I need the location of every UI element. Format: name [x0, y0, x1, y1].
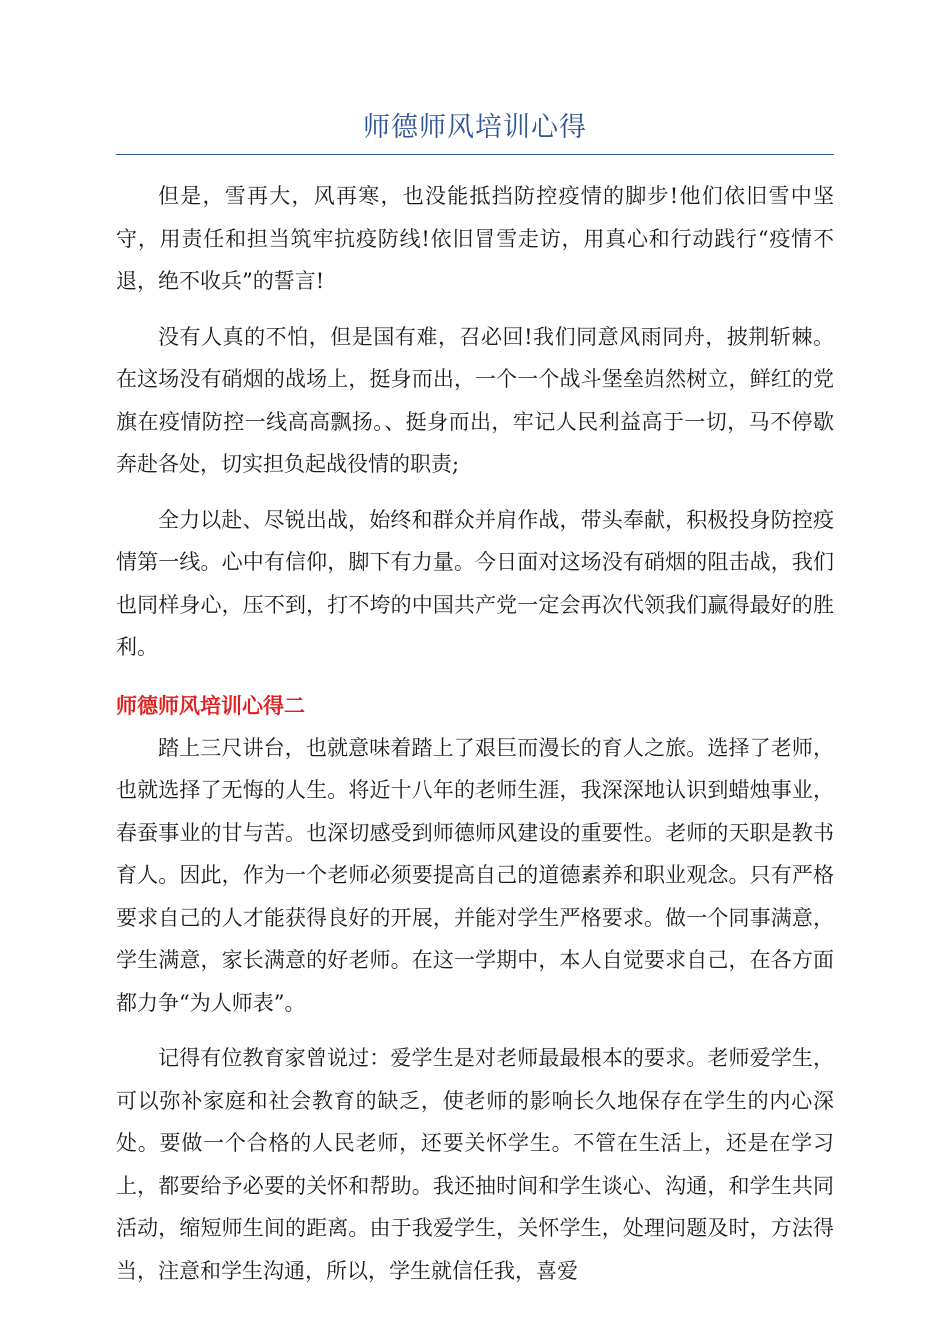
paragraph: 没有人真的不怕，但是国有难，召必回!我们同意风雨同舟，披荆斩棘。在这场没有硝烟的战场上，挺身而出，一个一个战斗堡垒岿然树立，鲜红的党旗在疫情防控一线高高飘扬。、挺身而出，牢记人民利益高于一切，马不停歇奔赴各处，切实担负起战役情的职责; [116, 324, 834, 476]
paragraph: 全力以赴、尽锐出战，始终和群众并肩作战，带头奉献，积极投身防控疫情第一线。心中有信仰，脚下有力量。今日面对这场没有硝烟的阻击战，我们也同样身心，压不到，打不垮的中国共产党一定会再次代领我们赢得最好的胜利。 [116, 507, 834, 659]
document-title: 师德师风培训心得 [116, 108, 834, 155]
paragraph: 记得有位教育家曾说过：爱学生是对老师最最根本的要求。老师爱学生，可以弥补家庭和社会教育的缺乏，使老师的影响长久地保存在学生的内心深处。要做一个合格的人民老师，还要关怀学生。不管在生活上，还是在学习上，都要给予必要的关怀和帮助。我还抽时间和学生谈心、沟通，和学生共同活动，缩短师生间的距离。由于我爱学生，关怀学生，处理问题及时，方法得当，注意和学生沟通，所以，学生就信任我，喜爱 [116, 1046, 834, 1283]
section-heading: 师德师风培训心得二 [116, 693, 305, 718]
document-page [116, 108, 834, 1292]
paragraph: 但是，雪再大，风再寒，也没能抵挡防控疫情的脚步!他们依旧雪中坚守，用责任和担当筑牢抗疫防线!依旧冒雪走访，用真心和行动践行“疫情不退，绝不收兵”的誓言! [116, 184, 834, 293]
paragraph: 踏上三尺讲台，也就意味着踏上了艰巨而漫长的育人之旅。选择了老师，也就选择了无悔的人生。将近十八年的老师生涯，我深深地认识到蜡烛事业，春蚕事业的甘与苦。也深切感受到师德师风建设的重要性。老师的天职是教书育人。因此，作为一个老师必须要提高自己的道德素养和职业观念。只有严格要求自己的人才能获得良好的开展，并能对学生严格要求。做一个同事满意，学生满意，家长满意的好老师。在这一学期中，本人自觉要求自己，在各方面都力争“为人师表”。 [116, 735, 834, 1015]
